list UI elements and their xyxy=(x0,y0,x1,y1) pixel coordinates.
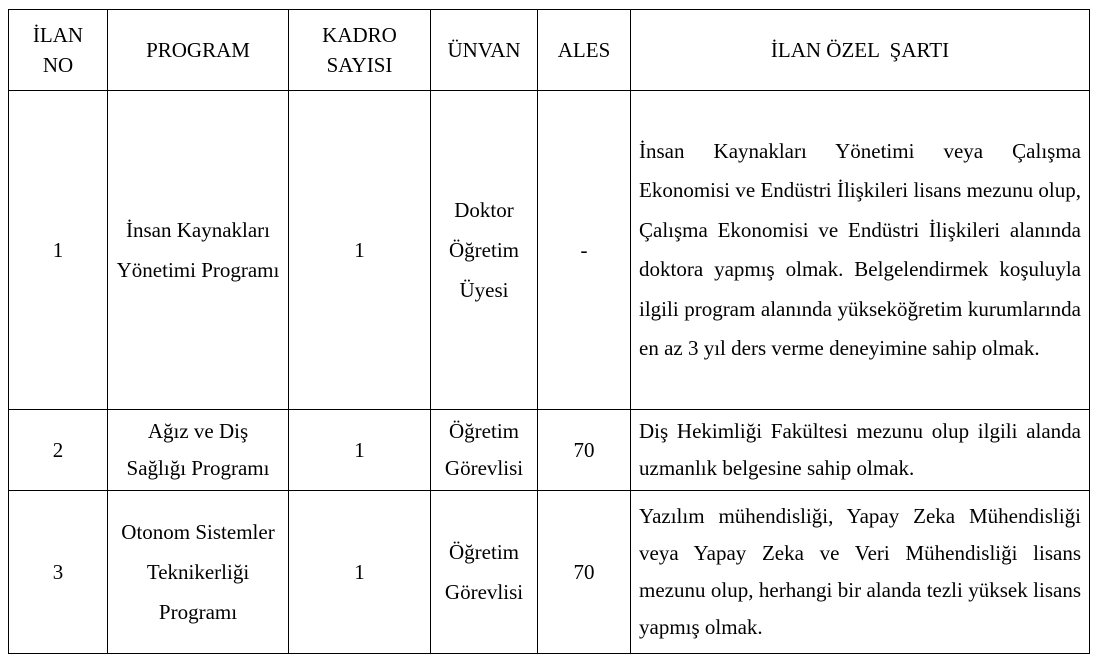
cell-program xyxy=(108,410,289,491)
table-row xyxy=(9,410,1090,491)
table-row xyxy=(9,91,1090,410)
cell-ilan-no: 2 xyxy=(9,410,108,491)
cell-ozel-sart: İnsan Kaynakları Yönetimi veya Çalışma Ekonomisi ve Endüstri İlişkileri lisans mezunu olup, Çalışma Ekonomisi ve Endüstri İlişkileri alanında doktora yapmış olmak. Belgelendirmek koşuluyla ilgili program alanında yükseköğretim kurumlarında en az 3 yıl ders verme deneyimine sahip olmak. xyxy=(631,91,1090,410)
cell-ilan-no: 3 xyxy=(9,491,108,654)
cell-program xyxy=(108,91,289,410)
table-row xyxy=(9,491,1090,654)
header-program: PROGRAM xyxy=(108,10,289,91)
cell-program xyxy=(108,491,289,654)
cell-kadro-sayisi: 1 xyxy=(289,91,431,410)
program-name: Otonom Sistemler Teknikerliği Programı xyxy=(121,520,275,624)
cell-ales: 70 xyxy=(538,491,631,654)
cell-ozel-sart: Diş Hekimliği Fakültesi mezunu olup ilgili alanda uzmanlık belgesine sahip olmak. xyxy=(631,410,1090,491)
header-row xyxy=(9,10,1090,91)
header-ales: ALES xyxy=(538,10,631,91)
cell-kadro-sayisi: 1 xyxy=(289,491,431,654)
header-ilan-no: İLAN NO xyxy=(9,10,108,91)
program-name: İnsan Kaynakları Yönetimi Programı xyxy=(116,218,280,282)
unvan-text: Öğretim Görevlisi xyxy=(444,540,524,604)
cell-kadro-sayisi: 1 xyxy=(289,410,431,491)
program-name: Ağız ve Diş Sağlığı Programı xyxy=(126,419,270,480)
cell-ozel-sart: Yazılım mühendisliği, Yapay Zeka Mühendisliği veya Yapay Zeka ve Veri Mühendisliği lisans mezunu olup, herhangi bir alanda tezli yüksek lisans yapmış olmak. xyxy=(631,491,1090,654)
header-ilan-ozel-sarti: İLAN ÖZEL ŞARTI xyxy=(631,10,1090,91)
cell-ales: 70 xyxy=(538,410,631,491)
cell-unvan xyxy=(431,91,538,410)
unvan-text: Doktor Öğretim Üyesi xyxy=(449,198,519,302)
header-unvan: ÜNVAN xyxy=(431,10,538,91)
cell-ales: - xyxy=(538,91,631,410)
cell-unvan xyxy=(431,410,538,491)
header-kadro-sayisi: KADRO SAYISI xyxy=(289,10,431,91)
job-posting-table xyxy=(8,9,1090,654)
unvan-text: Öğretim Görevlisi xyxy=(444,419,524,480)
cell-ilan-no: 1 xyxy=(9,91,108,410)
cell-unvan xyxy=(431,491,538,654)
